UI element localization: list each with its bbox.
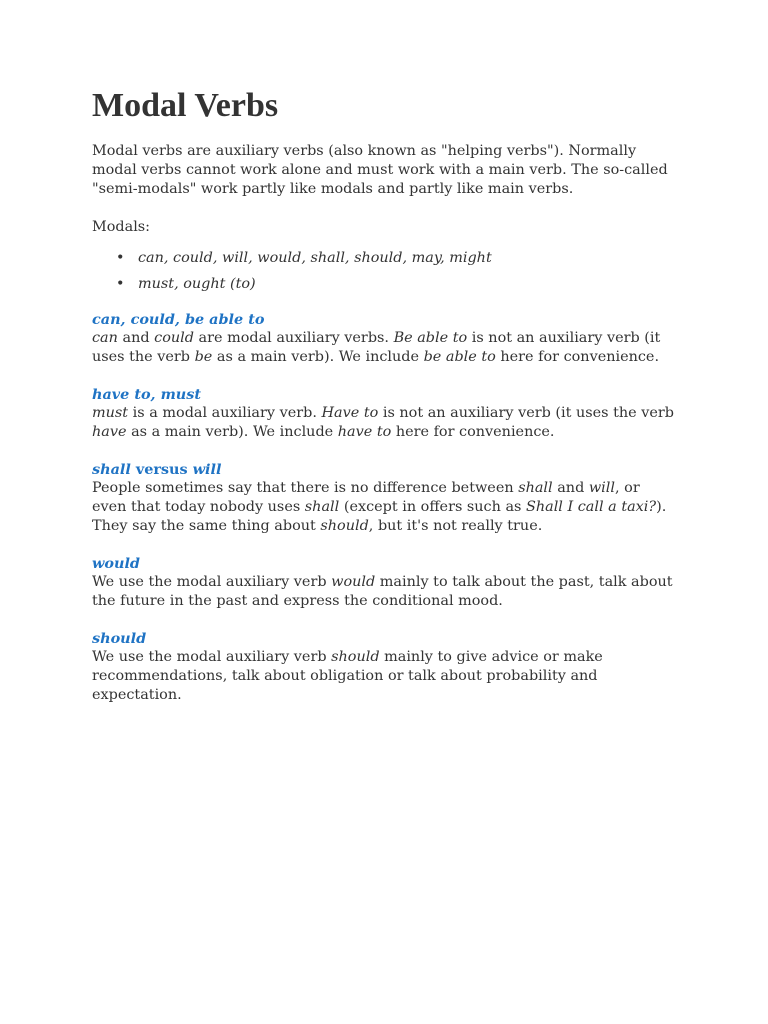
text-run: , or even that today nobody uses <box>92 480 640 515</box>
text-run: People sometimes say that there is no difference between <box>92 480 519 496</box>
page-title: Modal Verbs <box>92 87 279 124</box>
bullet-icon: • <box>116 276 125 292</box>
section-body <box>92 404 678 442</box>
italic-run: be able to <box>423 349 496 365</box>
text-run: mainly to give advice or make recommendations, talk about obligation or talk about probability and expectation. <box>92 649 603 703</box>
section-should <box>92 629 678 705</box>
bullet-icon: • <box>116 250 125 266</box>
text-run: here for convenience. <box>391 424 555 440</box>
italic-run: will <box>192 461 222 478</box>
list-item-text: can, could, will, would, shall, should, may, might <box>138 250 492 266</box>
list-item-text: must, ought (to) <box>138 276 256 292</box>
italic-run: shall <box>92 461 131 478</box>
text-run: mainly to talk about the past, talk about the future in the past and express the conditional mood. <box>92 574 673 609</box>
italic-run: will <box>588 480 615 496</box>
section-heading <box>92 460 678 479</box>
section-have-to-must <box>92 385 678 442</box>
text-run: as a main verb). We include <box>212 349 424 365</box>
italic-run: have to <box>337 424 392 440</box>
italic-run: Shall I call a taxi? <box>526 499 657 515</box>
section-heading: have to, must <box>92 386 202 403</box>
intro-paragraph: Modal verbs are auxiliary verbs (also known as "helping verbs"). Normally modal verbs cannot work alone and must work with a main verb. The so-called "semi-modals" work partly like modals and partly like main verbs. <box>92 143 668 197</box>
text-run: and <box>552 480 589 496</box>
text-run: is a modal auxiliary verb. <box>128 405 322 421</box>
text-run: , but it's not really true. <box>368 518 543 534</box>
text-run: is not an auxiliary verb (it uses the verb <box>378 405 674 421</box>
text-run: is not an auxiliary verb (it uses the verb <box>92 330 661 365</box>
section-body <box>92 479 678 536</box>
text-run: ). They say the same thing about <box>92 499 667 534</box>
italic-run: have <box>92 424 127 440</box>
text-run: We use the modal auxiliary verb <box>92 574 332 590</box>
text-run: (except in offers such as <box>339 499 526 515</box>
text-run: as a main verb). We include <box>126 424 338 440</box>
text-run: and <box>117 330 155 346</box>
text-run: We use the modal auxiliary verb <box>92 649 332 665</box>
list-item <box>116 249 678 268</box>
italic-run: be <box>194 349 213 365</box>
italic-run: Have to <box>321 405 379 421</box>
section-heading: would <box>92 555 140 572</box>
section-heading: should <box>92 630 147 647</box>
italic-run: should <box>320 518 369 534</box>
section-body <box>92 329 678 367</box>
section-can-could <box>92 310 678 367</box>
italic-run: shall <box>518 480 553 496</box>
italic-run: shall <box>304 499 340 515</box>
text-run: versus <box>130 461 193 478</box>
italic-run: could <box>154 330 194 346</box>
italic-run: Be able to <box>393 330 468 346</box>
italic-run: can <box>92 330 118 346</box>
section-shall-versus-will <box>92 460 678 536</box>
italic-run: would <box>331 574 376 590</box>
modals-list <box>92 249 678 294</box>
text-run: here for convenience. <box>495 349 660 365</box>
section-would <box>92 554 678 611</box>
section-heading: can, could, be able to <box>92 311 265 328</box>
section-body <box>92 648 678 705</box>
text-run: are modal auxiliary verbs. <box>193 330 394 346</box>
list-item <box>116 275 678 294</box>
modals-label: Modals: <box>92 219 151 235</box>
italic-run: must <box>92 405 129 421</box>
section-body <box>92 573 678 611</box>
italic-run: should <box>331 649 380 665</box>
